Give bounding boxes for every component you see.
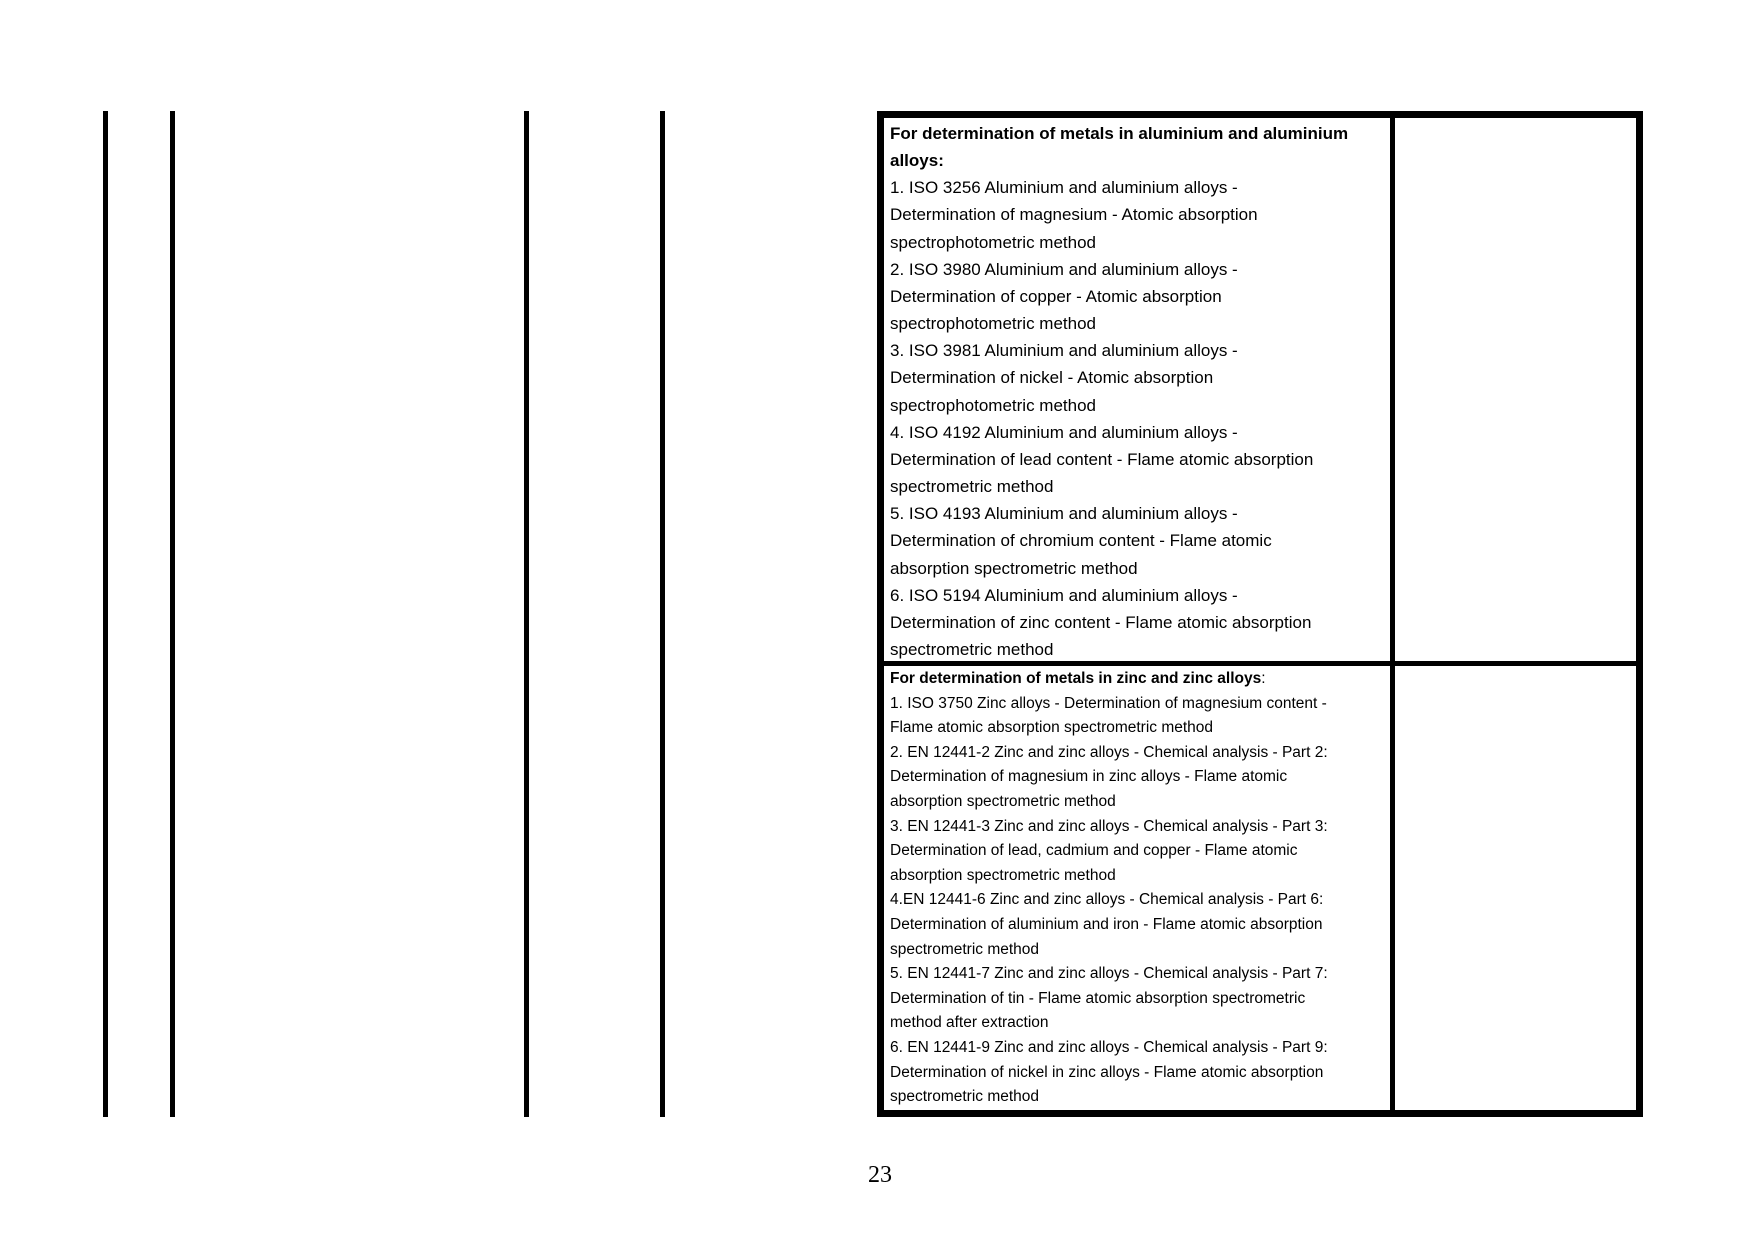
text-line: Determination of aluminium and iron - Flame atomic absorption	[890, 915, 1323, 933]
text-line: 6. ISO 5194 Aluminium and aluminium alloys -	[890, 585, 1238, 605]
text-line: absorption spectrometric method	[890, 558, 1138, 578]
table-column-border-2	[170, 111, 175, 1117]
text-line: 5. ISO 4193 Aluminium and aluminium alloys -	[890, 504, 1238, 524]
cell-top-right-empty	[1395, 118, 1636, 666]
text-line: Determination of magnesium in zinc alloys - Flame atomic	[890, 768, 1288, 786]
text-line: 2. EN 12441-2 Zinc and zinc alloys - Chemical analysis - Part 2:	[890, 743, 1328, 761]
text-line: spectrometric method	[890, 477, 1054, 497]
table-column-border-4	[660, 111, 665, 1117]
text-line: spectrophotometric method	[890, 314, 1096, 334]
table-column-border-1	[103, 111, 108, 1117]
text-line: 4. ISO 4192 Aluminium and aluminium alloys -	[890, 422, 1238, 442]
text-line: Determination of zinc content - Flame atomic absorption	[890, 612, 1312, 632]
text-line: 2. ISO 3980 Aluminium and aluminium alloys -	[890, 259, 1238, 279]
table-column-border-3	[524, 111, 529, 1117]
cell-bottom-right-empty	[1395, 666, 1636, 1110]
text-line: For determination of metals in zinc and zinc alloys:	[890, 670, 1266, 687]
standards-methods-table	[877, 111, 1643, 1117]
text-line: 1. ISO 3256 Aluminium and aluminium alloys -	[890, 178, 1238, 198]
page-number: 23	[868, 1162, 892, 1188]
text-line: 5. EN 12441-7 Zinc and zinc alloys - Chemical analysis - Part 7:	[890, 965, 1328, 983]
text-line: Flame atomic absorption spectrometric method	[890, 719, 1214, 737]
text-line: spectrophotometric method	[890, 232, 1096, 252]
text-line: 6. EN 12441-9 Zinc and zinc alloys - Chemical analysis - Part 9:	[890, 1038, 1328, 1056]
text-line: Determination of chromium content - Flame atomic	[890, 531, 1272, 551]
text-line: Determination of nickel - Atomic absorption	[890, 368, 1214, 388]
text-line: Determination of lead, cadmium and copper - Flame atomic	[890, 842, 1298, 860]
text-line: 4.EN 12441-6 Zinc and zinc alloys - Chemical analysis - Part 6:	[890, 891, 1324, 909]
text-line: Determination of nickel in zinc alloys - Flame atomic absorption	[890, 1063, 1324, 1081]
text-line: 1. ISO 3750 Zinc alloys - Determination of magnesium content -	[890, 694, 1327, 712]
cell-zinc-methods	[884, 666, 1395, 1110]
text-line: Determination of magnesium - Atomic absorption	[890, 205, 1258, 225]
text-line: method after extraction	[890, 1014, 1049, 1032]
cell-aluminium-methods	[884, 118, 1395, 666]
text-line: alloys:	[890, 151, 944, 171]
text-line: Determination of copper - Atomic absorption	[890, 286, 1222, 306]
text-line: Determination of lead content - Flame atomic absorption	[890, 449, 1314, 469]
text-line: spectrometric method	[890, 639, 1054, 659]
text-line: absorption spectrometric method	[890, 792, 1116, 810]
text-line: Determination of tin - Flame atomic absorption spectrometric	[890, 989, 1306, 1007]
text-line: spectrophotometric method	[890, 395, 1096, 415]
text-line: 3. ISO 3981 Aluminium and aluminium alloys -	[890, 341, 1238, 361]
text-line: absorption spectrometric method	[890, 866, 1116, 884]
text-line: spectrometric method	[890, 1088, 1040, 1106]
text-line: 3. EN 12441-3 Zinc and zinc alloys - Chemical analysis - Part 3:	[890, 817, 1328, 835]
text-line: For determination of metals in aluminium and aluminium	[890, 124, 1349, 143]
text-line: spectrometric method	[890, 940, 1040, 958]
